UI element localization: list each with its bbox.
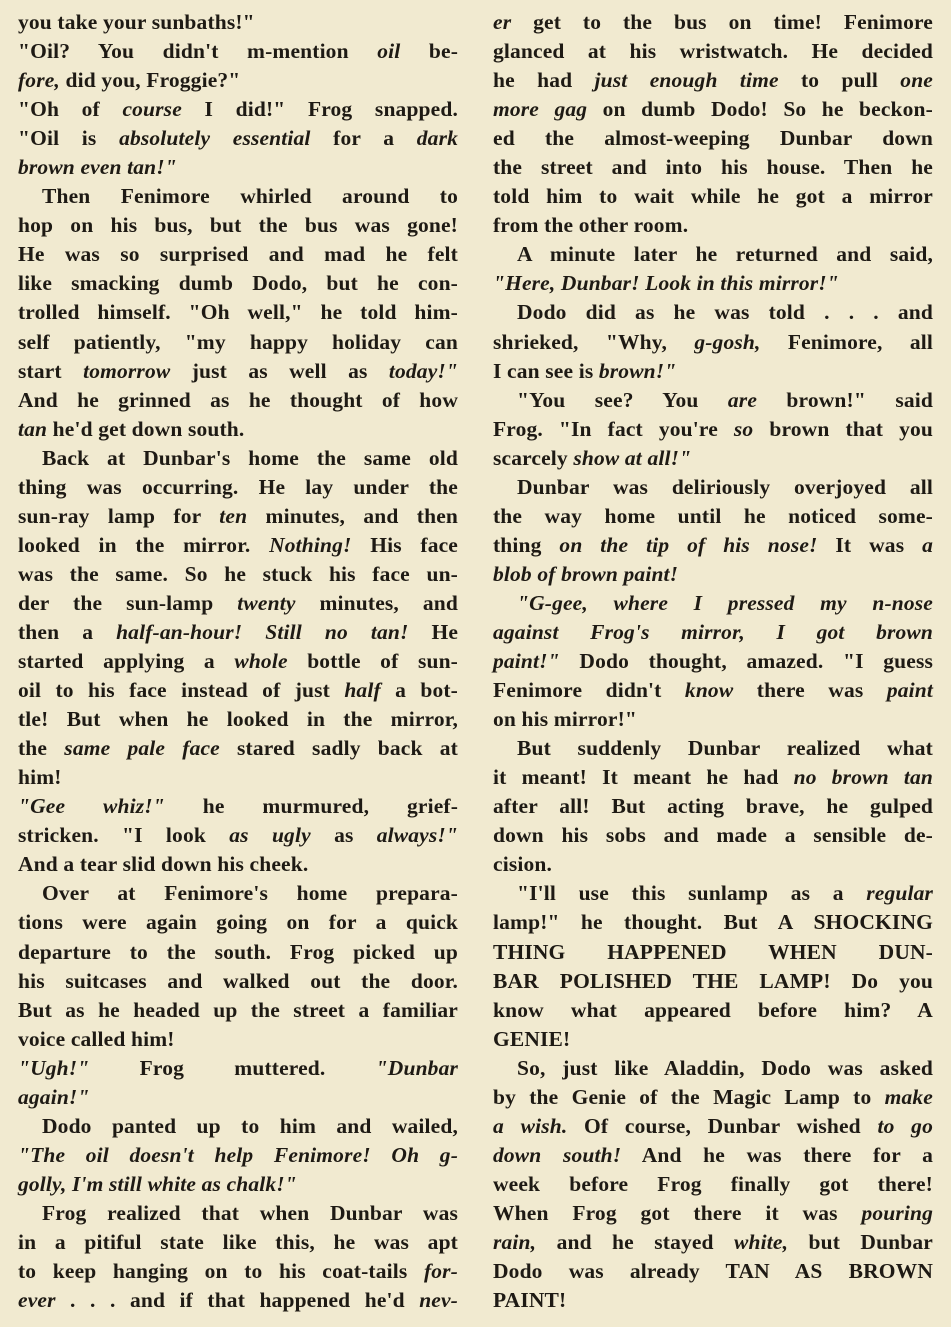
left-column-line: "Oh of course I did!" Frog snapped.	[18, 97, 458, 122]
left-column-line: "Oil? You didn't m-mention oil be-	[18, 39, 458, 64]
left-column-line: Frog realized that when Dunbar was	[42, 1200, 458, 1225]
right-column-line: "G-gee, where I pressed my n-nose	[517, 590, 933, 615]
right-column-line: thing on the tip of his nose! It was a	[493, 532, 933, 557]
left-column-line: Over at Fenimore's home prepara-	[42, 881, 458, 906]
right-column-line: lamp!" he thought. But A SHOCKING	[493, 910, 933, 935]
right-column-line: Dodo did as he was told . . . and	[517, 300, 933, 325]
left-column-line: tle! But when he looked in the mirror,	[18, 707, 458, 732]
left-column-line: departure to the south. Frog picked up	[18, 939, 458, 964]
left-column-line: tan he'd get down south.	[18, 416, 245, 441]
right-column-line: after all! But acting brave, he gulped	[493, 794, 933, 819]
right-column-line: cision.	[493, 852, 552, 877]
right-column-line: against Frog's mirror, I got brown	[493, 619, 933, 644]
right-column-line: PAINT!	[493, 1288, 567, 1313]
left-column-line: brown even tan!"	[18, 155, 177, 180]
left-column-line: sun-ray lamp for ten minutes, and then	[18, 503, 458, 528]
right-column-line: scarcely show at all!"	[493, 445, 692, 470]
right-column-line: GENIE!	[493, 1026, 571, 1051]
left-column-line: "Gee whiz!" he murmured, grief-	[18, 794, 459, 819]
left-column-line: tions were again going on for a quick	[18, 910, 458, 935]
left-column-line: in a pitiful state like this, he was apt	[18, 1229, 458, 1254]
left-column-line: looked in the mirror. Nothing! His face	[18, 532, 458, 557]
left-column-line: hop on his bus, but the bus was gone!	[18, 213, 458, 238]
left-column-line: der the sun-lamp twenty minutes, and	[18, 590, 458, 615]
right-column-line: I can see is brown!"	[493, 358, 677, 383]
left-column-line: Then Fenimore whirled around to	[42, 184, 458, 209]
left-column-line: trolled himself. "Oh well," he told him-	[18, 300, 458, 325]
right-column-line: the street and into his house. Then he	[493, 155, 933, 180]
left-column-line: ever . . . and if that happened he'd nev-	[18, 1288, 458, 1313]
right-column-line: paint!" Dodo thought, amazed. "I guess	[493, 649, 933, 674]
right-column-line: But suddenly Dunbar realized what	[517, 736, 933, 761]
left-column-line: voice called him!	[18, 1026, 175, 1051]
left-column-line: started applying a whole bottle of sun-	[18, 649, 458, 674]
right-column-line: "I'll use this sunlamp as a regular	[517, 881, 933, 906]
left-column-line: start tomorrow just as well as today!"	[18, 358, 458, 383]
left-column-line: was the same. So he stuck his face un-	[18, 561, 458, 586]
left-column-line: you take your sunbaths!"	[18, 10, 255, 34]
right-column-line: Frog. "In fact you're so brown that you	[493, 416, 933, 441]
left-column-line: "The oil doesn't help Fenimore! Oh g-	[18, 1142, 458, 1167]
right-column-line: it meant! It meant he had no brown tan	[493, 765, 933, 790]
right-column-line: by the Genie of the Magic Lamp to make	[493, 1084, 933, 1109]
right-column-line: rain, and he stayed white, but Dunbar	[493, 1229, 933, 1254]
left-column-line: then a half-an-hour! Still no tan! He	[18, 619, 459, 644]
left-column-line: stricken. "I look as ugly as always!"	[18, 823, 458, 848]
left-column-line: self patiently, "my happy holiday can	[18, 329, 458, 354]
right-column-line: week before Frog finally got there!	[493, 1171, 933, 1196]
right-column-line: down south! And he was there for a	[493, 1142, 933, 1167]
right-column-line: know what appeared before him? A	[493, 997, 933, 1022]
left-column-line: to keep hanging on to his coat-tails for-	[18, 1259, 458, 1284]
right-column-line: more gag on dumb Dodo! So he beckon-	[493, 97, 933, 122]
right-column-line: he had just enough time to pull one	[493, 68, 933, 93]
left-column-line: Back at Dunbar's home the same old	[42, 445, 458, 470]
right-column-line: a wish. Of course, Dunbar wished to go	[493, 1113, 933, 1138]
left-column-line: And a tear slid down his cheek.	[18, 852, 309, 877]
left-column-line: the same pale face stared sadly back at	[18, 736, 458, 761]
left-column-line: Dodo panted up to him and wailed,	[42, 1113, 458, 1138]
right-column-line: er get to the bus on time! Fenimore	[493, 10, 933, 34]
right-column-line: THING HAPPENED WHEN DUN-	[493, 939, 933, 964]
left-column-line: fore, did you, Froggie?"	[18, 68, 241, 93]
right-column-line: Dunbar was deliriously overjoyed all	[517, 474, 933, 499]
left-column-line: "Oil is absolutely essential for a dark	[18, 126, 458, 151]
left-column-line: And he grinned as he thought of how	[18, 387, 458, 412]
left-text-column	[18, 8, 458, 1315]
right-text-column	[493, 8, 933, 1315]
right-column-line: A minute later he returned and said,	[517, 242, 933, 267]
right-column-line: "Here, Dunbar! Look in this mirror!"	[493, 271, 839, 296]
right-column-line: ed the almost-weeping Dunbar down	[493, 126, 933, 151]
left-column-line: again!"	[18, 1084, 90, 1109]
right-column-line: So, just like Aladdin, Dodo was asked	[517, 1055, 933, 1080]
right-column-line: Dodo was already TAN AS BROWN	[493, 1259, 933, 1284]
right-column-line: told him to wait while he got a mirror	[493, 184, 933, 209]
left-column-line: golly, I'm still white as chalk!"	[18, 1171, 297, 1196]
right-column-line: the way home until he noticed some-	[493, 503, 933, 528]
right-column-line: blob of brown paint!	[493, 561, 679, 586]
left-column-line: He was so surprised and mad he felt	[18, 242, 458, 267]
right-column-line: When Frog got there it was pouring	[493, 1200, 933, 1225]
left-column-line: But as he headed up the street a familiar	[18, 997, 458, 1022]
left-column-line: "Ugh!" Frog muttered. "Dunbar	[18, 1055, 458, 1080]
left-column-line: like smacking dumb Dodo, but he con-	[18, 271, 458, 296]
right-column-line: down his sobs and made a sensible de-	[493, 823, 933, 848]
left-column-line: oil to his face instead of just half a bot-	[18, 678, 458, 703]
left-column-line: his suitcases and walked out the door.	[18, 968, 458, 993]
right-column-line: from the other room.	[493, 213, 689, 238]
right-column-line: shrieked, "Why, g-gosh, Fenimore, all	[493, 329, 934, 354]
right-column-line: BAR POLISHED THE LAMP! Do you	[493, 968, 933, 993]
left-column-line: him!	[18, 765, 62, 790]
right-column-line: "You see? You are brown!" said	[517, 387, 933, 412]
right-column-line: on his mirror!"	[493, 707, 637, 732]
left-column-line: thing was occurring. He lay under the	[18, 474, 458, 499]
right-column-line: glanced at his wristwatch. He decided	[493, 39, 933, 64]
right-column-line: Fenimore didn't know there was paint	[493, 678, 933, 703]
